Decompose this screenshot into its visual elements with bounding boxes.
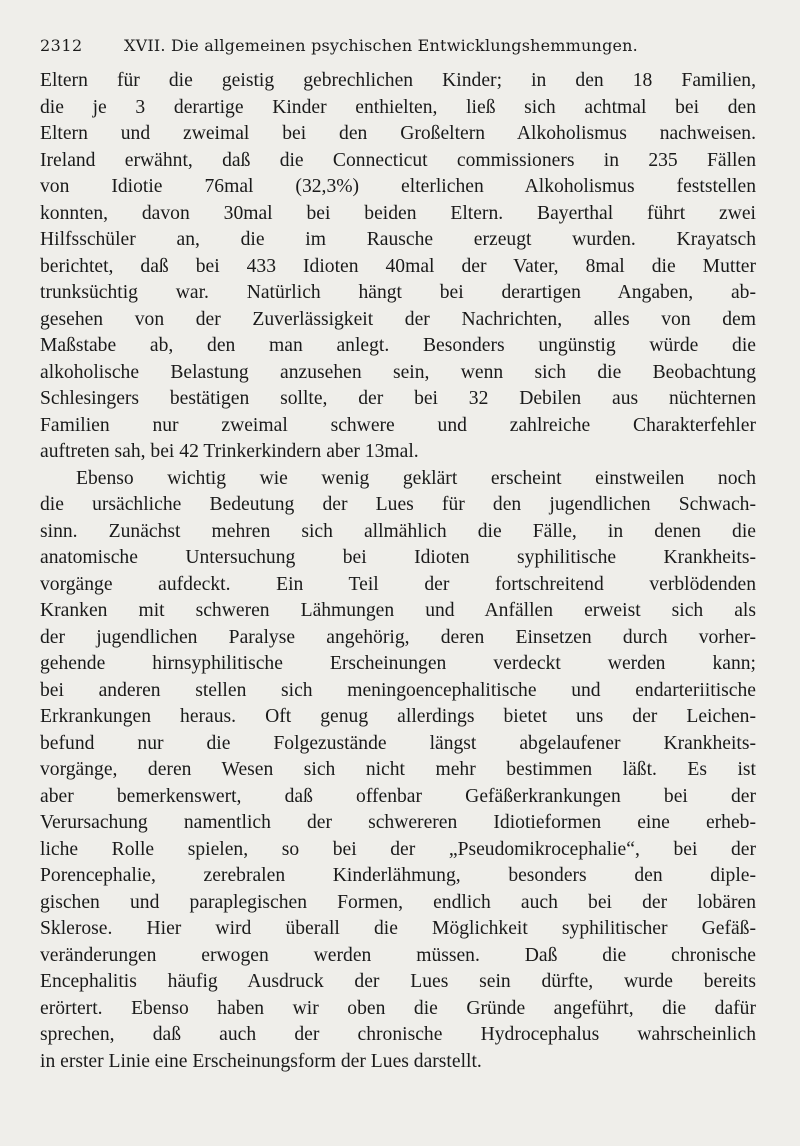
text-line: befund nur die Folgezustände längst abgelaufener Krankheits- [40, 732, 756, 754]
text-line: Eltern für die geistig gebrechlichen Kinder; in den 18 Familien, [40, 70, 756, 91]
body-text [40, 68, 756, 1075]
text-line: trunksüchtig war. Natürlich hängt bei derartigen Angaben, ab- [40, 282, 756, 303]
text-line: sinn. Zunächst mehren sich allmählich die Fälle, in denen die [40, 520, 756, 542]
text-line: vorgänge aufdeckt. Ein Teil der fortschreitend verblödenden [40, 573, 756, 595]
text-line: anatomische Untersuchung bei Idioten syphilitische Krankheits- [40, 547, 756, 568]
text-line: der jugendlichen Paralyse angehörig, deren Einsetzen durch vorher- [40, 626, 756, 648]
text-line: Ebenso wichtig wie wenig geklärt erscheint einstweilen noch [76, 467, 756, 489]
text-line: aber bemerkenswert, daß offenbar Gefäßerkrankungen bei der [40, 785, 756, 807]
text-line: vorgänge, deren Wesen sich nicht mehr bestimmen läßt. Es ist [40, 759, 756, 780]
text-line: in erster Linie eine Erscheinungsform der Lues darstellt. [40, 1050, 482, 1072]
text-line: die ursächliche Bedeutung der Lues für den jugendlichen Schwach- [40, 494, 756, 515]
running-head: XVII. Die allgemeinen psychischen Entwicklungshemmungen. [124, 36, 638, 55]
text-line: Erkrankungen heraus. Oft genug allerdings bietet uns der Leichen- [40, 706, 756, 727]
text-line: gehende hirnsyphilitische Erscheinungen verdeckt werden kann; [40, 653, 756, 674]
text-line: Eltern und zweimal bei den Großeltern Alkoholismus nachweisen. [40, 123, 756, 144]
text-line: erörtert. Ebenso haben wir oben die Gründe angeführt, die dafür [40, 997, 756, 1019]
text-line: gischen und paraplegischen Formen, endlich auch bei der lobären [40, 891, 756, 913]
text-line: von Idiotie 76mal (32,3%) elterlichen Alkoholismus feststellen [40, 176, 756, 197]
text-line: alkoholische Belastung anzusehen sein, wenn sich die Beobachtung [40, 361, 756, 383]
text-line: Familien nur zweimal schwere und zahlreiche Charakterfehler [40, 414, 756, 436]
text-line: auftreten sah, bei 42 Trinkerkindern aber 13mal. [40, 441, 419, 462]
text-line: Porencephalie, zerebralen Kinderlähmung, besonders den diple- [40, 865, 756, 886]
page-header [40, 30, 760, 60]
text-line: Sklerose. Hier wird überall die Möglichkeit syphilitischer Gefäß- [40, 918, 756, 939]
text-line: gesehen von der Zuverlässigkeit der Nachrichten, alles von dem [40, 308, 756, 330]
text-line: Ireland erwähnt, daß die Connecticut commissioners in 235 Fällen [40, 149, 756, 171]
text-line: liche Rolle spielen, so bei der „Pseudomikrocephalie“, bei der [40, 838, 756, 860]
text-line: bei anderen stellen sich meningoencephalitische und endarteriitische [40, 679, 756, 701]
text-line: Encephalitis häufig Ausdruck der Lues sein dürfte, wurde bereits [40, 971, 756, 992]
text-line: Kranken mit schweren Lähmungen und Anfällen erweist sich als [40, 600, 756, 621]
text-line: Maßstabe ab, den man anlegt. Besonders ungünstig würde die [40, 335, 756, 356]
text-line: die je 3 derartige Kinder enthielten, ließ sich achtmal bei den [40, 96, 756, 118]
text-line: Verursachung namentlich der schwereren Idiotieformen eine erheb- [40, 812, 756, 833]
text-line: veränderungen erwogen werden müssen. Daß die chronische [40, 944, 756, 966]
text-line: Schlesingers bestätigen sollte, der bei 32 Debilen aus nüchternen [40, 388, 756, 409]
text-line: konnten, davon 30mal bei beiden Eltern. Bayerthal führt zwei [40, 202, 756, 224]
text-line: berichtet, daß bei 433 Idioten 40mal der Vater, 8mal die Mutter [40, 255, 756, 277]
text-line: sprechen, daß auch der chronische Hydrocephalus wahrscheinlich [40, 1024, 756, 1045]
page-number: 2312 [40, 36, 83, 55]
text-line: Hilfsschüler an, die im Rausche erzeugt wurden. Krayatsch [40, 229, 756, 250]
